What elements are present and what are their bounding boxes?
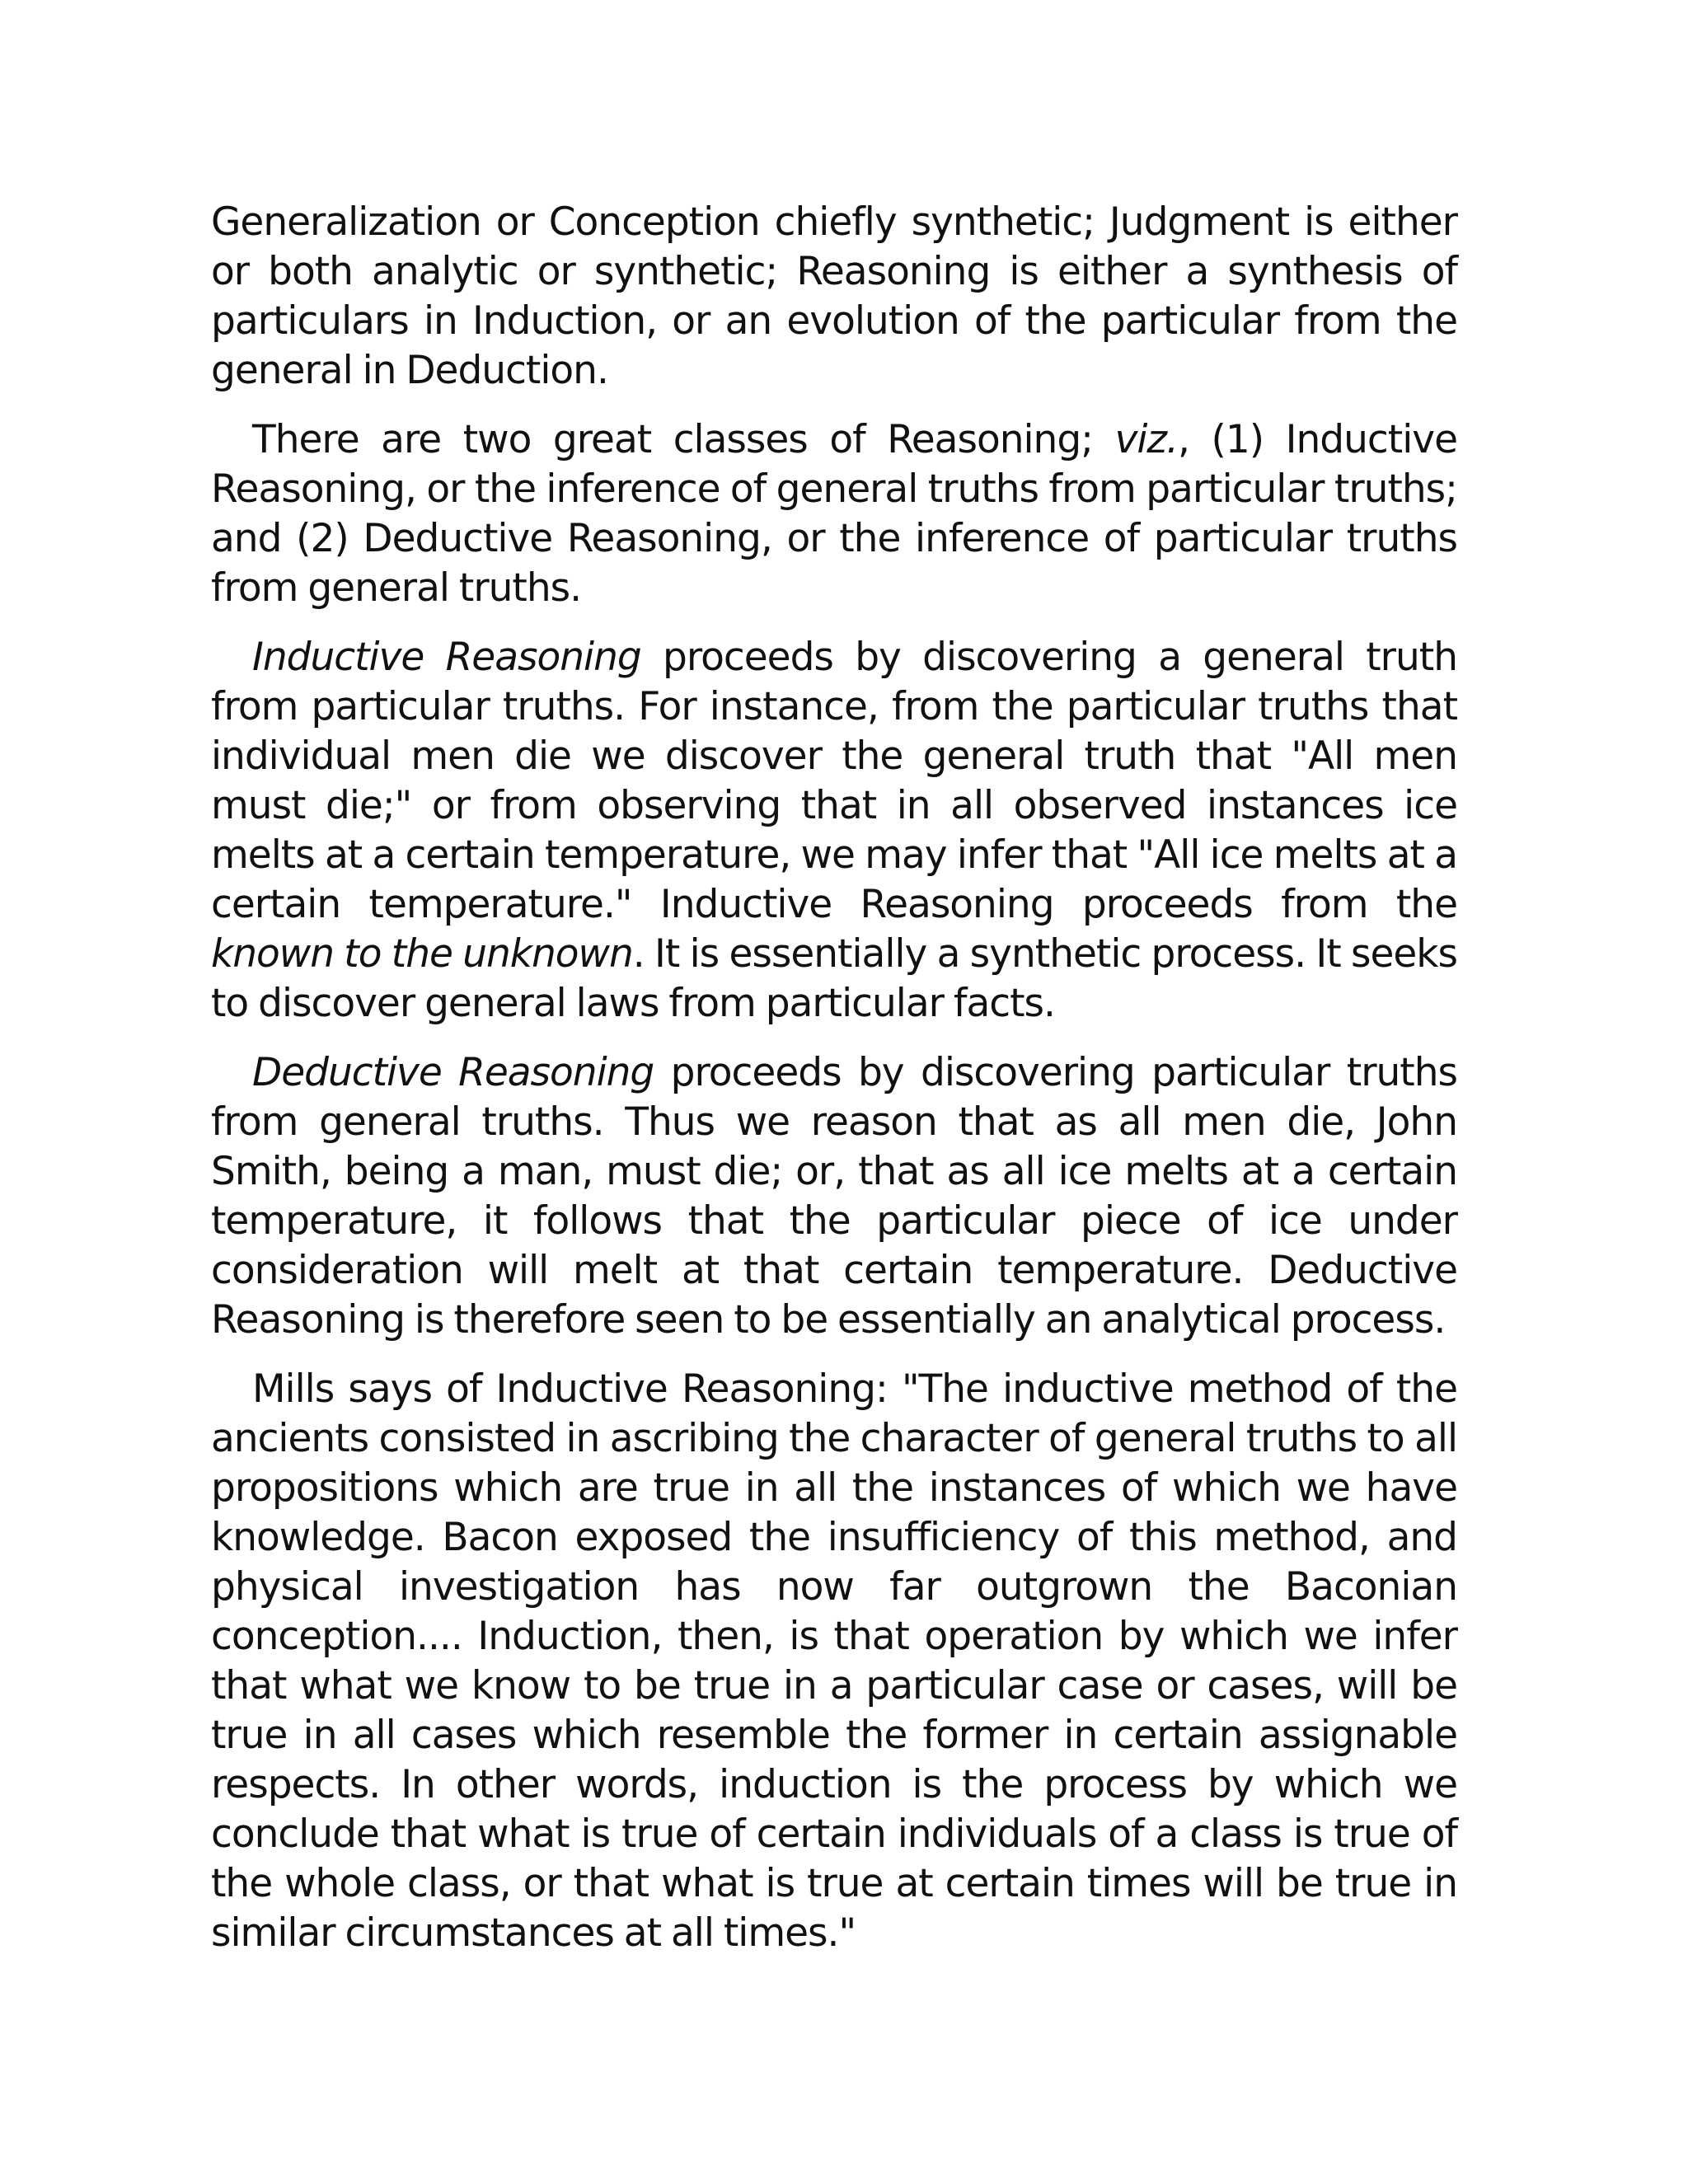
paragraph-3 xyxy=(211,633,1457,1029)
paragraph-5 xyxy=(211,1365,1457,1958)
text-segment: Generalization or Conception chiefly synthetic; Judgment is either or both analytic or synthetic; Reasoning is either a synthesis of particulars in Induction, or an evolution of the particular from the general in Deduction. xyxy=(211,199,1457,393)
text-segment: There are two great classes of Reasoning; xyxy=(252,417,1115,462)
text-segment: proceeds by discovering particular truths from general truths. Thus we reason that as all men die, John Smith, being a man, must die; or, that as all ice melts at a certain temperature, it follows that the particular piece of ice under consideration will melt at that certain temperature. Deductive Reasoning is therefore seen to be essentially an analytical process. xyxy=(211,1050,1458,1343)
text-segment: proceeds by discovering a general truth from particular truths. For instance, from the particular truths that individual men die we discover the general truth that "All men must die;" or from observing that in all observed instances ice melts at a certain temperature, we may infer that "All ice melts at a certain temperature." Inductive Reasoning proceeds from the xyxy=(211,635,1457,927)
italic-segment: Deductive Reasoning xyxy=(252,1050,654,1095)
document-page xyxy=(211,198,1457,1978)
paragraph-4 xyxy=(211,1048,1457,1345)
text-segment: Mills says of Inductive Reasoning: "The inductive method of the ancients consisted in ascribing the character of general truths to all propositions which are true in all the instances of which we have knowledge. Bacon exposed the insufficiency of this method, and physical investigation has now far outgrown the Baconian conception.... Induction, then, is that operation by which we infer that what we know to be true in a particular case or cases, will be true in all cases which resemble the former in certain assignable respects. In other words, induction is the process by which we conclude that what is true of certain individuals of a class is true of the whole class, or that what is true at certain times will be true in similar circumstances at all times." xyxy=(211,1366,1457,1956)
text-segment: , (1) Inductive Reasoning, or the inference of general truths from particular truths; and (2) Deductive Reasoning, or the inference of particular truths from general truths. xyxy=(211,417,1457,611)
italic-segment: known to the unknown xyxy=(211,931,633,977)
italic-segment: Inductive Reasoning xyxy=(252,635,641,680)
paragraph-2 xyxy=(211,415,1457,613)
italic-segment: viz. xyxy=(1114,417,1179,462)
text-segment: . It is essentially a synthetic process. It seeks to discover general laws from particular facts. xyxy=(211,931,1457,1026)
paragraph-1 xyxy=(211,198,1457,396)
